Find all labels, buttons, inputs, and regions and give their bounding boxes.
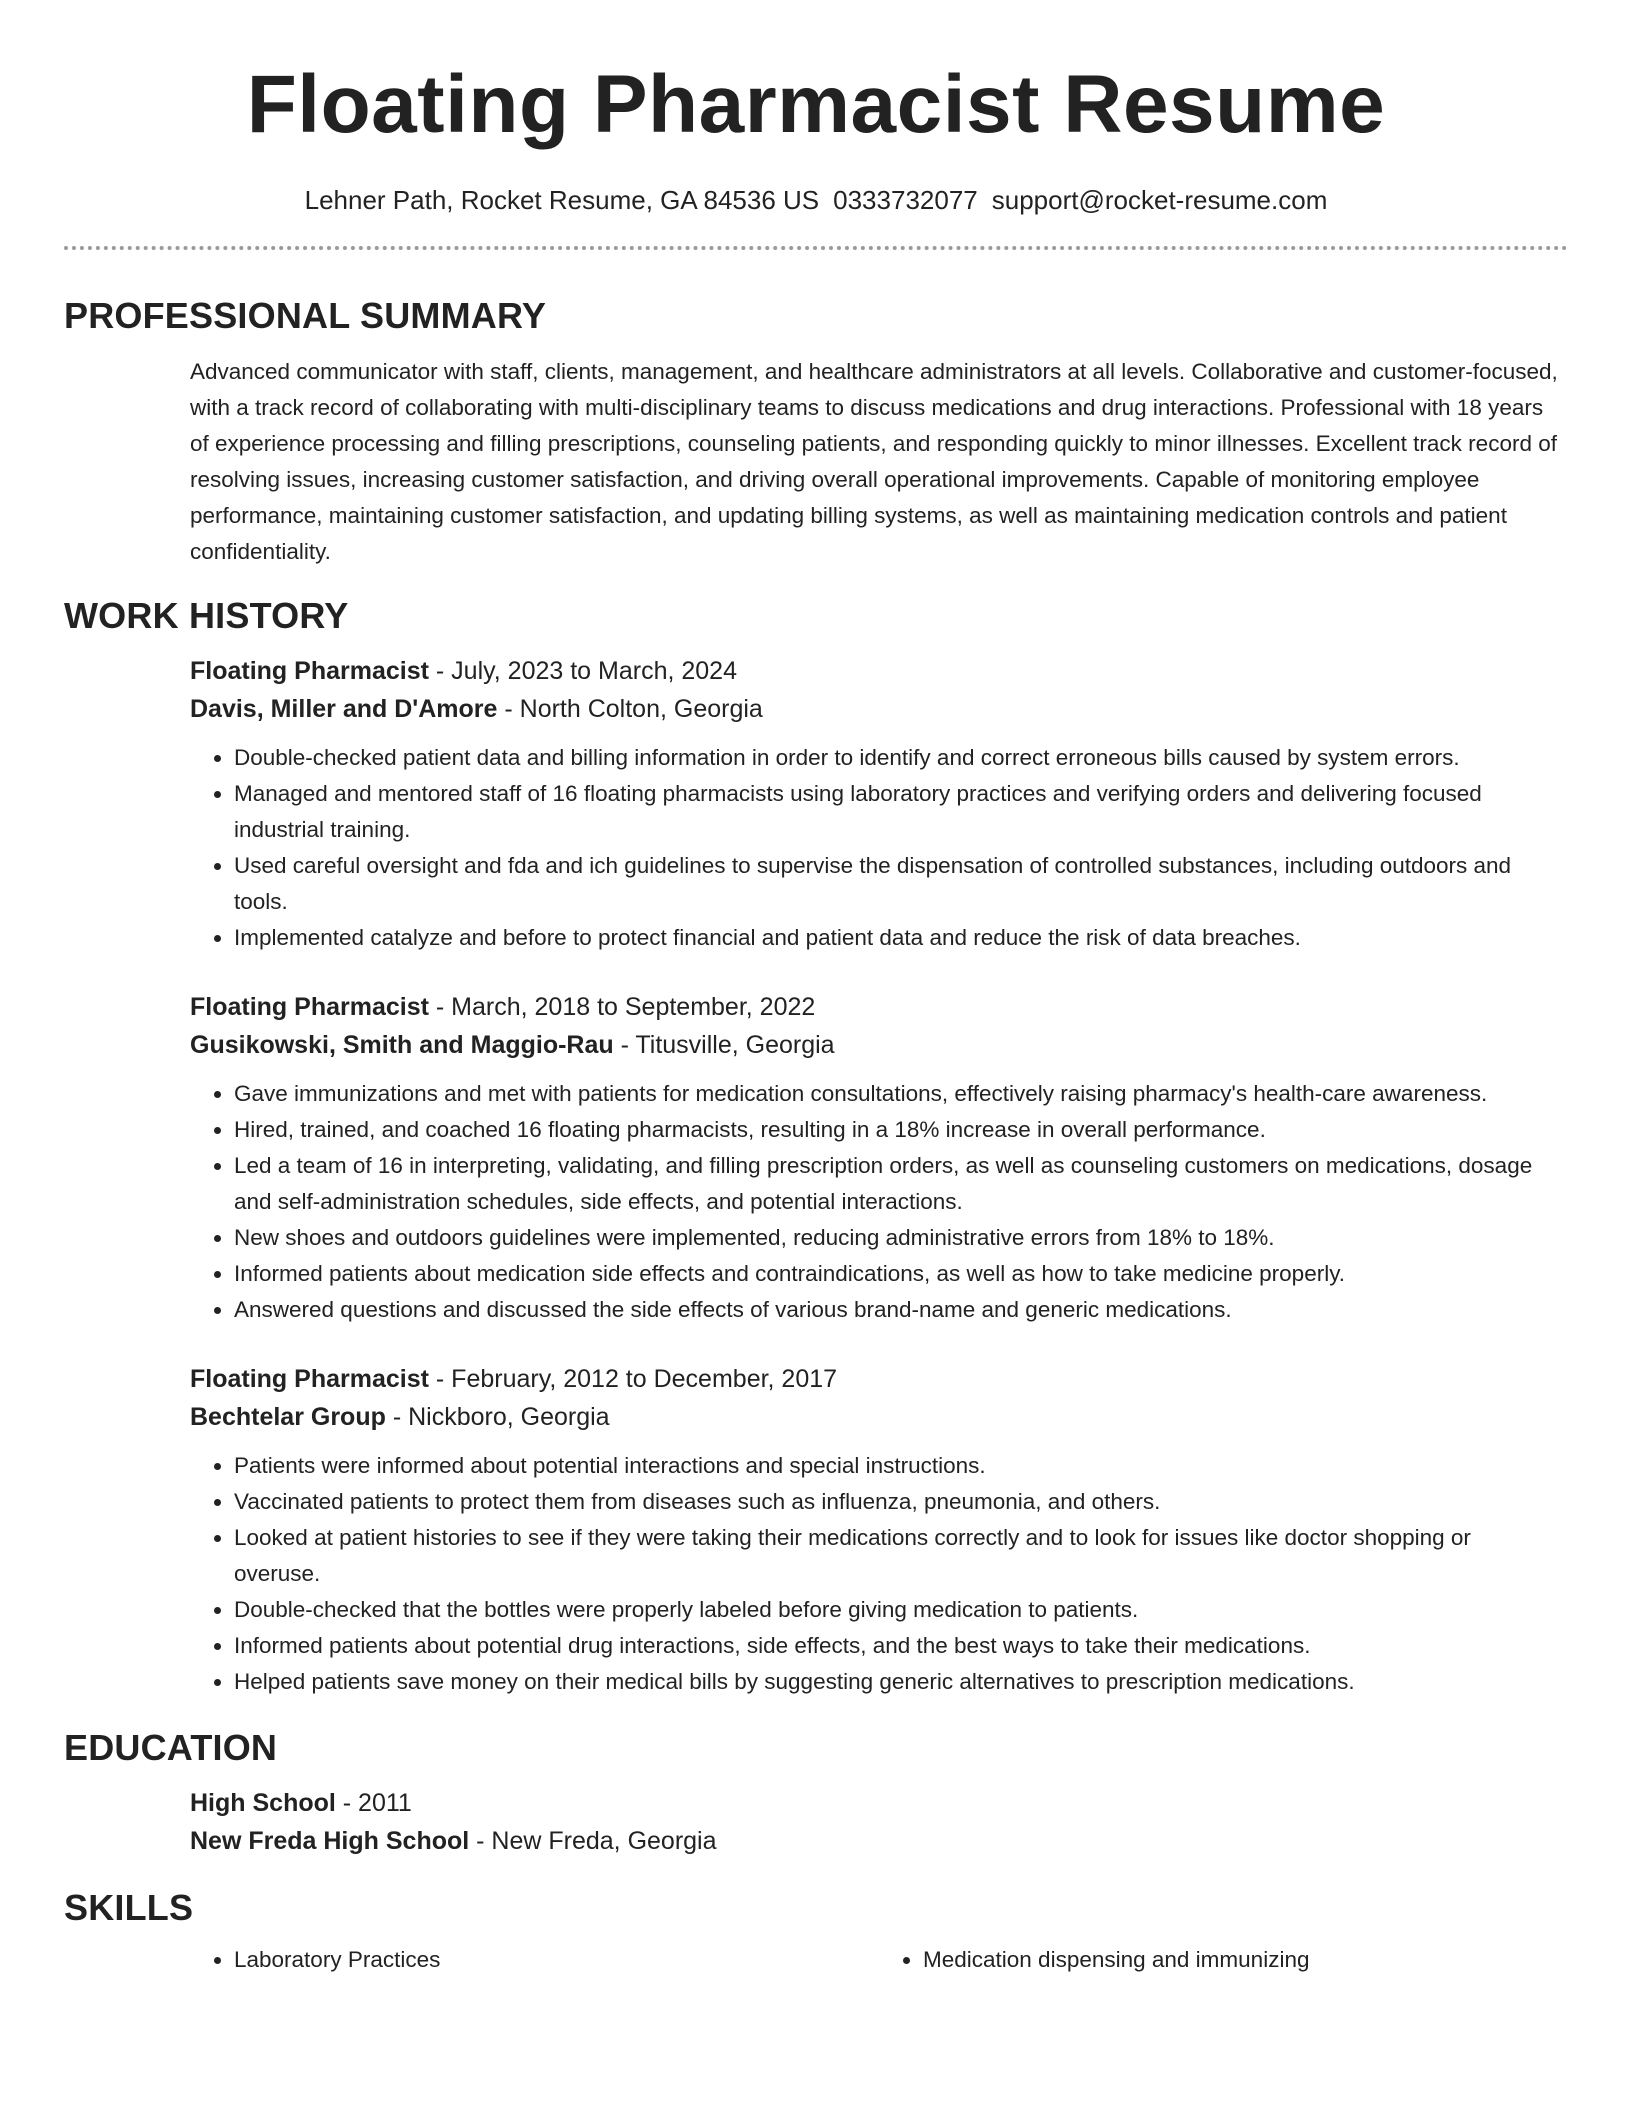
- contact-phone: 0333732077: [833, 185, 978, 215]
- contact-address: Lehner Path, Rocket Resume, GA 84536 US: [304, 185, 820, 215]
- header-divider: [64, 246, 1568, 250]
- job-bullet: • Double-checked that the bottles were properly labeled before giving medication to patients.: [234, 1592, 1560, 1628]
- summary-heading: PROFESSIONAL SUMMARY: [64, 295, 547, 336]
- job-title-line: [190, 1360, 1560, 1398]
- job-bullet: • Answered questions and discussed the side effects of various brand-name and generic medications.: [234, 1292, 1560, 1328]
- job-bullet: • Hired, trained, and coached 16 floating pharmacists, resulting in a 18% increase in overall performance.: [234, 1112, 1560, 1148]
- job-bullet: • Double-checked patient data and billing information in order to identify and correct erroneous bills caused by system errors.: [234, 740, 1560, 776]
- job-company: Bechtelar Group: [190, 1403, 386, 1431]
- resume-page: [64, 0, 1568, 1978]
- job-bullets: [190, 1076, 1560, 1328]
- job-title: Floating Pharmacist: [190, 657, 429, 685]
- education-year: - 2011: [335, 1789, 412, 1817]
- job-bullet: • Used careful oversight and fda and ich guidelines to supervise the dispensation of controlled substances, including outdoors and tools.: [234, 848, 1560, 920]
- job-bullet: • Patients were informed about potential interactions and special instructions.: [234, 1448, 1560, 1484]
- job-dates: - February, 2012 to December, 2017: [428, 1365, 838, 1393]
- job-entry: [190, 988, 1560, 1328]
- job-bullet: • Gave immunizations and met with patients for medication consultations, effectively raising pharmacy's health-care awareness.: [234, 1076, 1560, 1112]
- job-bullet: • Led a team of 16 in interpreting, validating, and filling prescription orders, as well as counseling customers on medications, dosage and self-administration schedules, side effects, and potential interactions.: [234, 1148, 1560, 1220]
- job-entry: [190, 652, 1560, 956]
- job-title-line: [190, 652, 1560, 690]
- job-company-line: [190, 1026, 1560, 1064]
- education-school: New Freda High School: [190, 1827, 470, 1855]
- job-bullet: • New shoes and outdoors guidelines were implemented, reducing administrative errors from 18% to 18%.: [234, 1220, 1560, 1256]
- skills-column-left: [190, 1942, 879, 1978]
- skill-item: • Medication dispensing and immunizing: [923, 1942, 1568, 1978]
- job-company-line: [190, 690, 1560, 728]
- job-bullet: • Implemented catalyze and before to protect financial and patient data and reduce the risk of data breaches.: [234, 920, 1560, 956]
- education-heading: EDUCATION: [64, 1727, 278, 1768]
- education-degree-line: [190, 1784, 1560, 1822]
- job-location: - Nickboro, Georgia: [385, 1403, 610, 1431]
- contact-email: support@rocket-resume.com: [991, 185, 1328, 215]
- job-bullet: • Managed and mentored staff of 16 floating pharmacists using laboratory practices and verifying orders and delivering focused industrial training.: [234, 776, 1560, 848]
- job-entry: [190, 1360, 1560, 1700]
- education-degree: High School: [190, 1789, 336, 1817]
- job-title-line: [190, 988, 1560, 1026]
- education-entry: [190, 1784, 1560, 1860]
- skill-item: • Laboratory Practices: [234, 1942, 879, 1978]
- skills-list: [190, 1942, 1568, 1978]
- job-bullet: • Vaccinated patients to protect them from diseases such as influenza, pneumonia, and others.: [234, 1484, 1560, 1520]
- job-dates: - March, 2018 to September, 2022: [428, 993, 816, 1021]
- job-bullets: [190, 740, 1560, 956]
- skills-heading: SKILLS: [64, 1887, 194, 1928]
- job-title: Floating Pharmacist: [190, 993, 429, 1021]
- education-location: - New Freda, Georgia: [469, 1827, 717, 1855]
- summary-text: Advanced communicator with staff, clients, management, and healthcare administrators at all levels. Collaborative and customer-focused, with a track record of collaborating with multi-disciplinary teams to discuss medications and drug interactions. Professional with 18 years of experience processing and filling prescriptions, counseling patients, and responding quickly to minor illnesses. Excellent track record of resolving issues, increasing customer satisfaction, and driving overall operational improvements. Capable of monitoring employee performance, maintaining customer satisfaction, and updating billing systems, as well as maintaining medication controls and patient confidentiality.: [190, 359, 1558, 564]
- contact-line: [64, 182, 1568, 218]
- job-company: Gusikowski, Smith and Maggio-Rau: [190, 1031, 614, 1059]
- job-title: Floating Pharmacist: [190, 1365, 429, 1393]
- skills-column-right: [879, 1942, 1568, 1978]
- job-company-line: [190, 1398, 1560, 1436]
- job-bullets: [190, 1448, 1560, 1700]
- job-location: - North Colton, Georgia: [497, 695, 763, 723]
- job-bullet: • Informed patients about potential drug interactions, side effects, and the best ways to take their medications.: [234, 1628, 1560, 1664]
- job-location: - Titusville, Georgia: [613, 1031, 835, 1059]
- work-history-heading: WORK HISTORY: [64, 595, 349, 636]
- education-school-line: [190, 1822, 1560, 1860]
- job-bullet: • Looked at patient histories to see if they were taking their medications correctly and to look for issues like doctor shopping or overuse.: [234, 1520, 1560, 1592]
- job-bullet: • Informed patients about medication side effects and contraindications, as well as how to take medicine properly.: [234, 1256, 1560, 1292]
- resume-title: Floating Pharmacist Resume: [246, 59, 1386, 150]
- job-bullet: • Helped patients save money on their medical bills by suggesting generic alternatives to prescription medications.: [234, 1664, 1560, 1700]
- job-dates: - July, 2023 to March, 2024: [428, 657, 737, 685]
- job-company: Davis, Miller and D'Amore: [190, 695, 498, 723]
